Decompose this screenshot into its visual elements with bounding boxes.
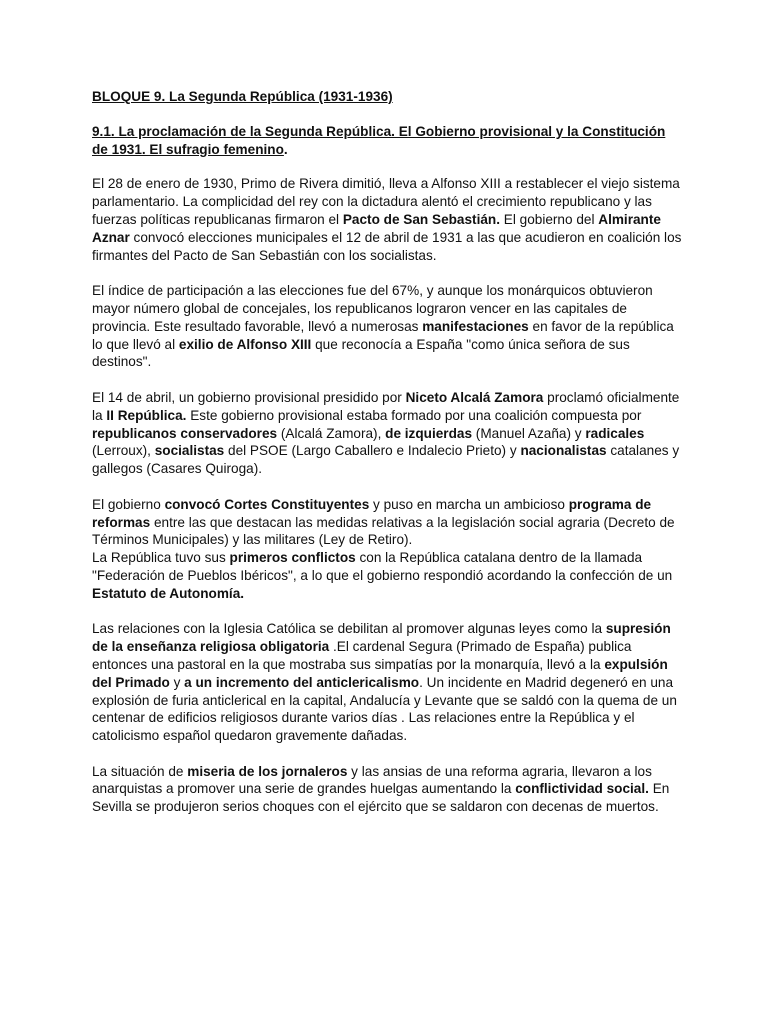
- paragraph-text: y: [169, 674, 185, 690]
- paragraph-text: La situación de: [92, 763, 188, 779]
- bold-text: programa de reformas: [92, 496, 652, 530]
- bold-text: Estatuto de Autonomía.: [92, 585, 245, 601]
- paragraph-text: Las relaciones con la Iglesia Católica se debilitan al promover algunas leyes como la: [92, 621, 606, 637]
- paragraph-text: El gobierno del: [500, 211, 599, 227]
- paragraph: [92, 282, 682, 371]
- bold-text: Pacto de San Sebastián.: [342, 211, 500, 227]
- bold-text: primeros conflictos: [229, 550, 356, 566]
- bold-text: de izquierdas: [385, 425, 473, 441]
- bold-text: II República.: [106, 407, 187, 423]
- paragraph-text: El índice de participación a las elecciones fue del 67%, y aunque los monárquicos obtuvieron mayor número global de concejales, los republicanos lograron vencer en las capitales de provincia. Este resultado favorable, llevó a numerosas: [92, 283, 653, 334]
- paragraph-text: . Un incidente en Madrid degeneró en una explosión de furia anticlerical en la capital, Andalucía y Levante que se saldó con la quema de un centenar de edificios religiosos durante varios días . Las relaciones entre la República y el catolicismo español quedaron gravemente dañadas.: [92, 674, 677, 744]
- paragraph-text: con la República catalana dentro de la llamada "Federación de Pueblos Ibéricos", a lo que el gobierno respondió acordando la confección de un: [92, 550, 673, 583]
- paragraph-text: El gobierno: [92, 496, 165, 512]
- paragraph: [92, 175, 682, 264]
- bold-text: manifestaciones: [422, 318, 529, 334]
- bold-text: miseria de los jornaleros: [187, 763, 348, 779]
- paragraph-list: [92, 175, 682, 816]
- paragraph-text: En Sevilla se produjeron serios choques con el ejército que se saldaron con decenas de muertos.: [92, 781, 670, 815]
- bold-text: radicales: [585, 425, 645, 441]
- paragraph: [92, 763, 682, 816]
- bold-text: socialistas: [154, 443, 225, 459]
- bold-text: Almirante Aznar: [92, 211, 661, 245]
- paragraph-text: El 28 de enero de 1930, Primo de Rivera dimitió, lleva a Alfonso XIII a restablecer el viejo sistema parlamentario. La complicidad del rey con la dictadura alentó el crecimiento republicano y las fuerzas políticas republicanas firmaron el: [92, 176, 680, 227]
- paragraph-text: La República tuvo sus: [92, 550, 230, 566]
- bold-text: a un incremento del anticlericalismo: [184, 674, 420, 690]
- paragraph: [92, 620, 682, 745]
- paragraph-text: convocó elecciones municipales el 12 de abril de 1931 a las que acudieron en coalición los firmantes del Pacto de San Sebastián con los socialistas.: [92, 229, 682, 263]
- page-title: BLOQUE 9. La Segunda República (1931-1936): [92, 89, 393, 104]
- bold-text: supresión de la enseñanza religiosa obligatoria: [92, 621, 671, 655]
- bold-text: nacionalistas: [520, 443, 607, 459]
- paragraph-text: y puso en marcha un ambicioso: [369, 496, 569, 512]
- bold-text: convocó Cortes Constituyentes: [164, 496, 370, 512]
- bold-text: exilio de Alfonso XIII: [178, 336, 312, 352]
- paragraph: [92, 496, 682, 549]
- paragraph-text: (Alcalá Zamora),: [277, 425, 386, 441]
- document-body: [92, 88, 682, 834]
- bold-text: Niceto Alcalá Zamora: [405, 389, 544, 405]
- paragraph-text: (Lerroux),: [92, 443, 155, 459]
- bold-text: expulsión del Primado: [92, 656, 668, 690]
- paragraph-text: proclamó oficialmente la: [92, 389, 680, 423]
- bold-text: conflictividad social.: [515, 781, 649, 797]
- paragraph-text: .El cardenal Segura (Primado de España) publica entonces una pastoral en la que mostraba sus simpatías por la monarquía, llevó a la: [92, 639, 632, 672]
- paragraph-text: (Manuel Azaña) y: [472, 425, 586, 441]
- bold-text: republicanos conservadores: [92, 425, 278, 441]
- paragraph-text: catalanes y gallegos (Casares Quiroga).: [92, 443, 680, 477]
- paragraph-text: del PSOE (Largo Caballero e Indalecio Prieto) y: [224, 443, 521, 459]
- section-title-period: .: [283, 141, 288, 157]
- paragraph-text: y las ansias de una reforma agraria, llevaron a los anarquistas a promover una serie de grandes huelgas aumentando la: [92, 763, 652, 797]
- paragraph-text: que reconocía a España "como única señora de sus destinos".: [92, 336, 630, 370]
- paragraph-text: entre las que destacan las medidas relativas a la legislación social agraria (Decreto de Términos Municipales) y las militares (Ley de Retiro).: [92, 514, 675, 548]
- paragraph: [92, 549, 682, 602]
- paragraph-text: en favor de la república lo que llevó al: [92, 318, 674, 352]
- section-title: [92, 123, 682, 159]
- paragraph: [92, 389, 682, 478]
- paragraph-text: Este gobierno provisional estaba formado por una coalición compuesta por: [186, 407, 642, 423]
- section-title-text: 9.1. La proclamación de la Segunda República. El Gobierno provisional y la Constitución de 1931. El sufragio femenino: [92, 123, 666, 157]
- paragraph-text: El 14 de abril, un gobierno provisional presidido por: [92, 389, 406, 405]
